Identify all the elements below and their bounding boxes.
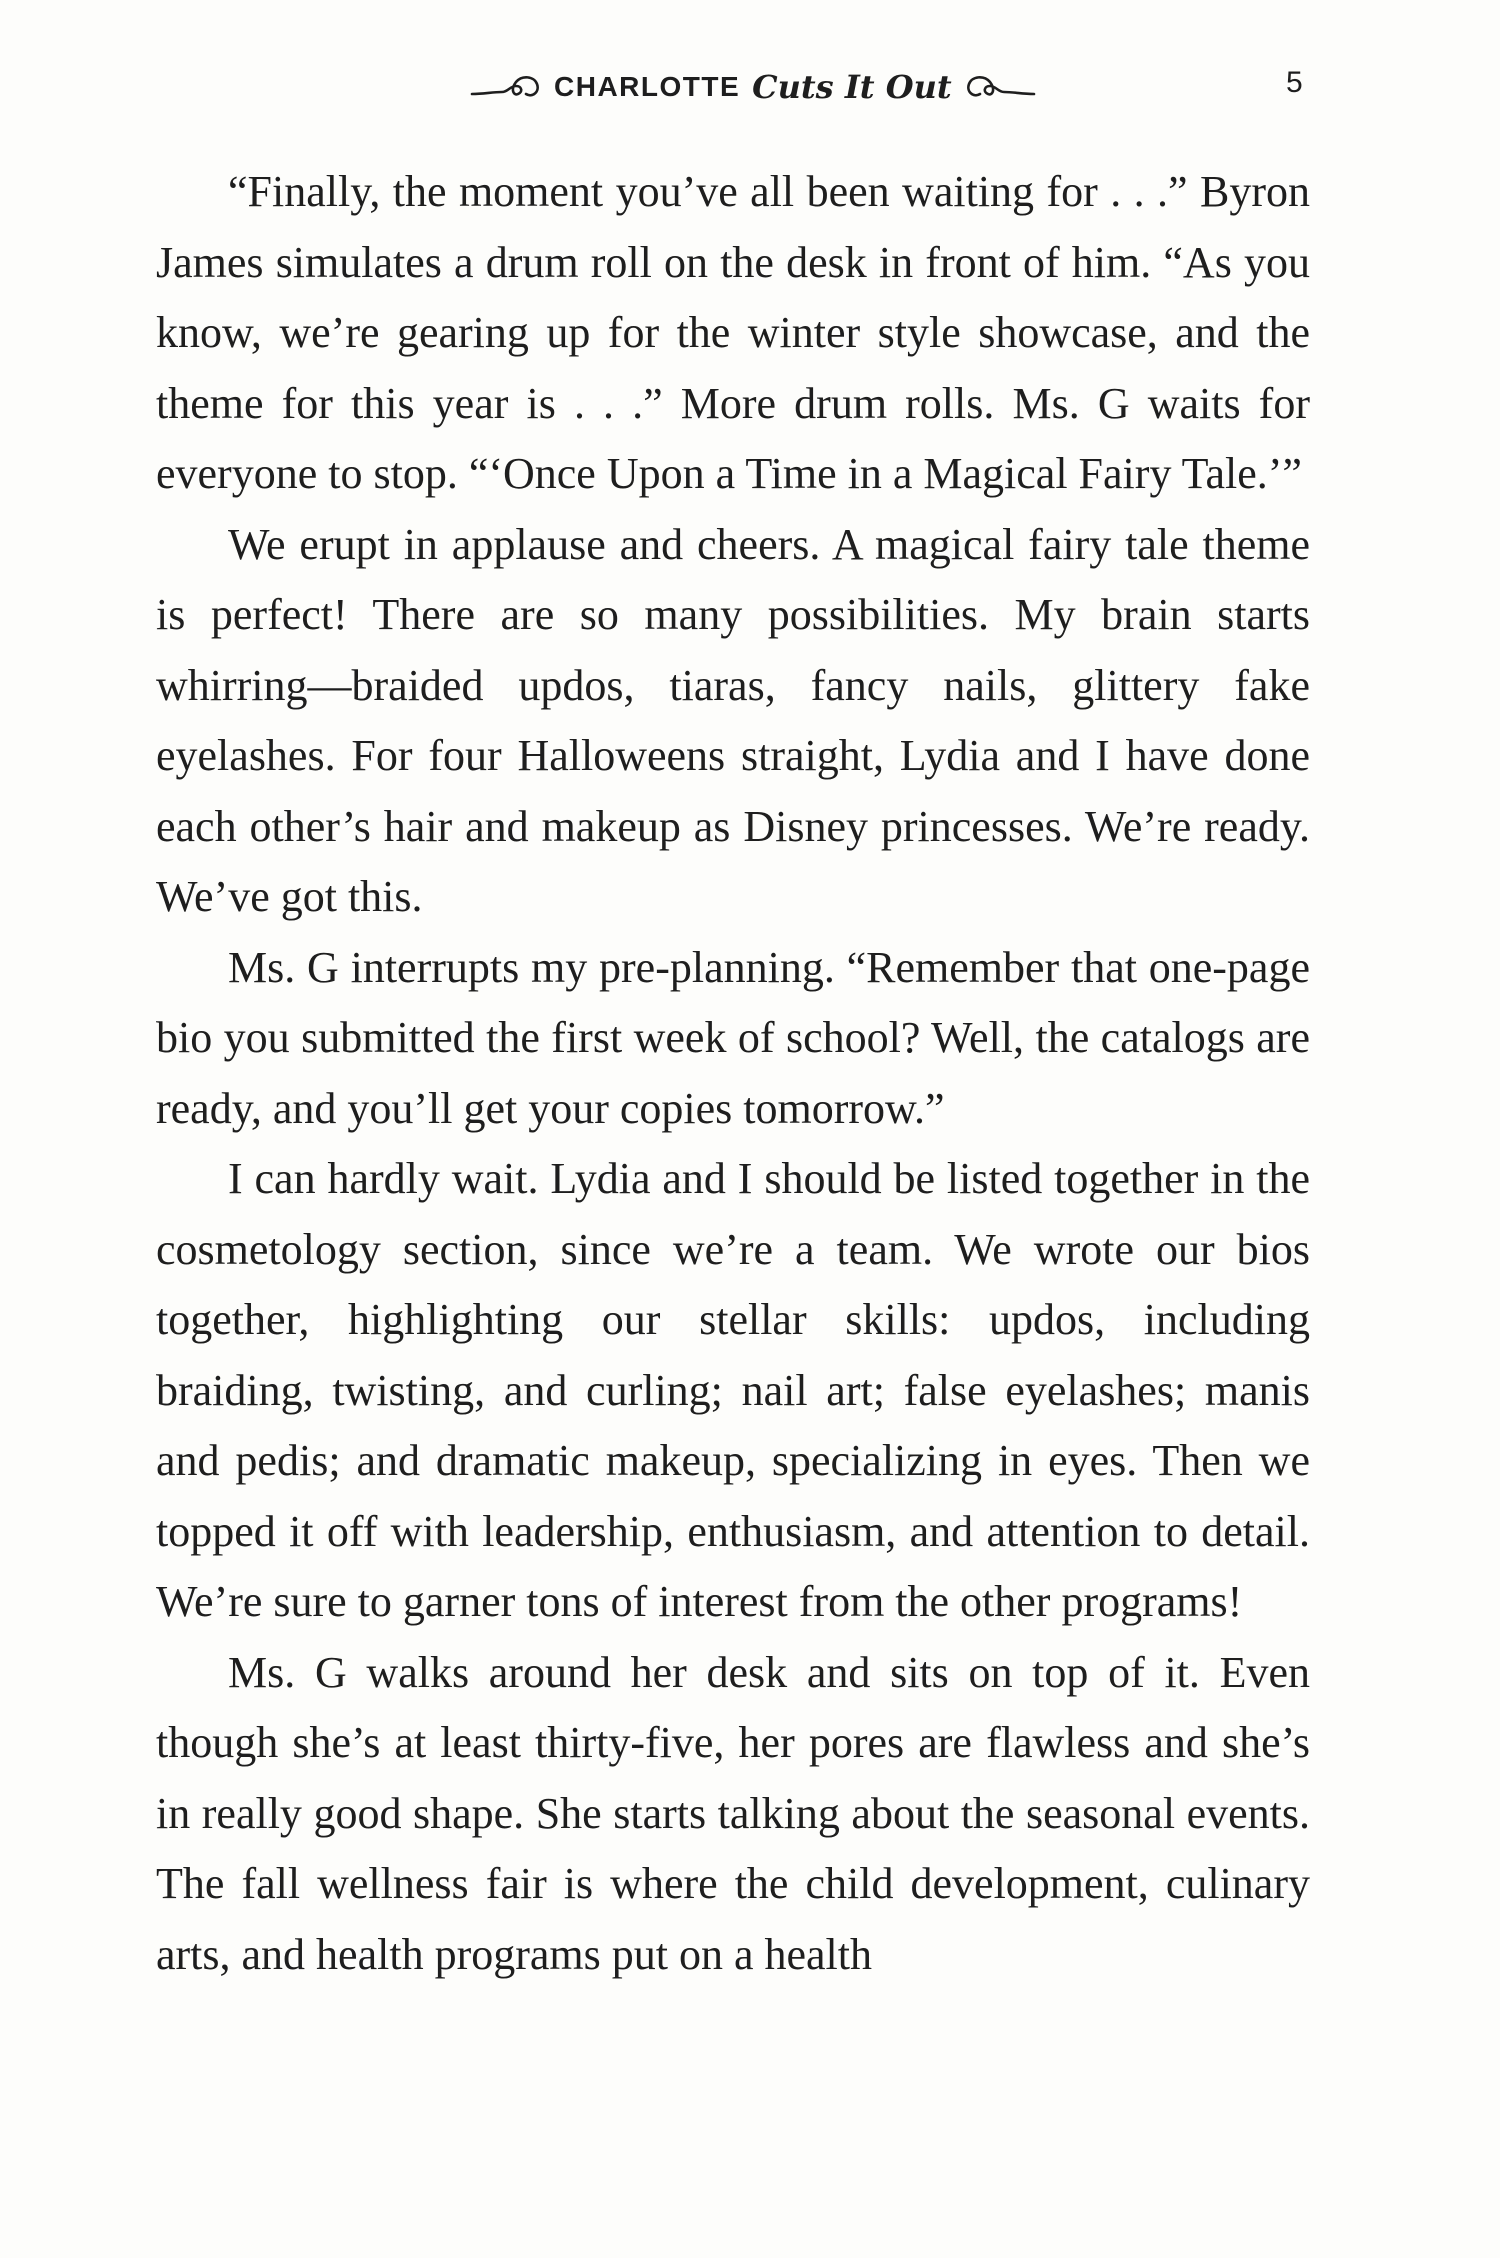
paragraph-3: Ms. G interrupts my pre-planning. “Remember that one-page bio you submitted the first week of school? Well, the catalogs are ready, and you’ll get your copies tomorrow.”	[156, 942, 1310, 1133]
running-head-title: CHARLOTTE	[554, 71, 741, 102]
page-number: 5	[1286, 66, 1303, 99]
paragraph-4: I can hardly wait. Lydia and I should be listed together in the cosmetology section, since we’re a team. We wrote our bios together, highlighting our stellar skills: updos, including braiding, twisting, and curling; nail art; false eyelashes; manis and pedis; and dramatic makeup, specializing in eyes. Then we topped it off with leadership, enthusiasm, and attention to detail. We’re sure to garner tons of interest from the other programs!	[156, 1154, 1310, 1626]
paragraph-1: “Finally, the moment you’ve all been waiting for . . .” Byron James simulates a drum roll on the desk in front of him. “As you know, we’re gearing up for the winter style showcase, and the theme for this year is . . .” More drum rolls. Ms. G waits for everyone to stop. “‘Once Upon a Time in a Magical Fairy Tale.’”	[156, 167, 1310, 498]
scroll-flourish-right-icon	[964, 72, 1036, 102]
paragraph-5: Ms. G walks around her desk and sits on top of it. Even though she’s at least thirty-five, her pores are flawless and she’s in really good shape. She starts talking about the seasonal events. The fall wellness fair is where the child development, culinary arts, and health programs put on a health	[156, 1647, 1310, 1979]
running-head	[0, 62, 1500, 112]
scroll-flourish-left-icon	[470, 72, 542, 102]
paragraph-2: We erupt in applause and cheers. A magical fairy tale theme is perfect! There are so many possibilities. My brain starts whirring—braided updos, tiaras, fancy nails, glittery fake eyelashes. For four Halloweens straight, Lydia and I have done each other’s hair and makeup as Disney princesses. We’re ready. We’ve got this.	[156, 519, 1310, 921]
body-text	[156, 157, 1310, 1990]
running-head-title-group	[470, 62, 1036, 112]
running-head-subtitle: Cuts It Out	[752, 68, 952, 106]
